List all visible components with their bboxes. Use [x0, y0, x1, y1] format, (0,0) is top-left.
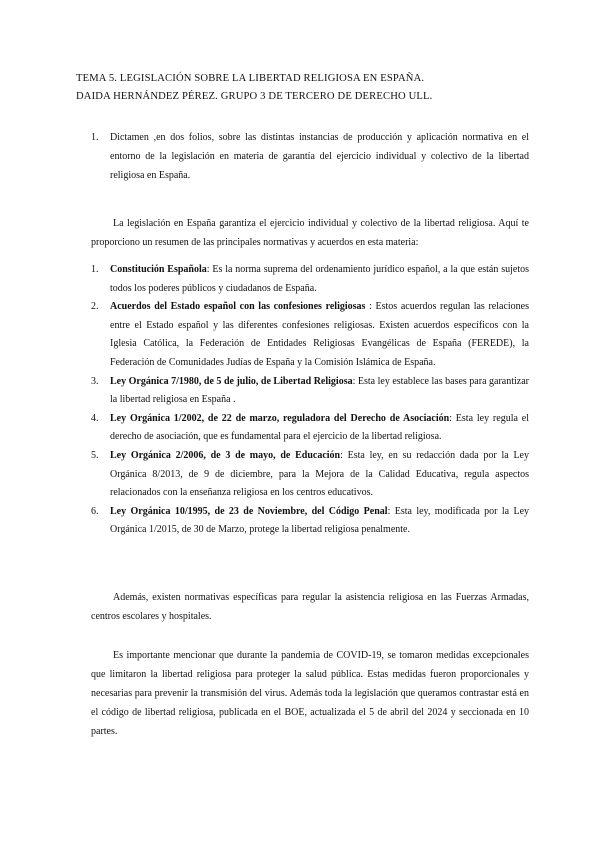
- legislation-list: [91, 261, 529, 540]
- list-item-title: Ley Orgánica 7/1980, de 5 de julio, de Libertad Religiosa: [110, 375, 353, 387]
- list-item: [91, 410, 529, 447]
- list-item-number: 6.: [91, 505, 99, 517]
- header-author: DAIDA HERNÁNDEZ PÉREZ. GRUPO 3 DE TERCERO DE DERECHO ULL.: [76, 91, 433, 102]
- question-item: [91, 128, 529, 185]
- list-item: [91, 503, 529, 540]
- list-item: [91, 261, 529, 298]
- list-item: [91, 298, 529, 372]
- list-item-title: Acuerdos del Estado español con las confesiones religiosas: [110, 301, 366, 313]
- list-item-number: 2.: [91, 301, 99, 313]
- list-item-title: Constitución Española: [110, 264, 207, 275]
- header-title: TEMA 5. LEGISLACIÓN SOBRE LA LIBERTAD RELIGIOSA EN ESPAÑA.: [76, 73, 425, 84]
- list-item-title: Ley Orgánica 2/2006, de 3 de mayo, de Educación: [110, 449, 341, 461]
- list-item-number: 4.: [91, 412, 99, 424]
- list-item-title: Ley Orgánica 1/2002, de 22 de marzo, reguladora del Derecho de Asociación: [110, 412, 450, 424]
- covid-paragraph: Es importante mencionar que durante la pandemia de COVID-19, se tomaron medidas excepcionales que limitaron la libertad religiosa para proteger la salud pública. Estas medidas fueron proporcionales y necesarias para prevenir la transmisión del virus. Además toda la legislación que queramos contrastar está en el código de libertad religiosa, publicada en el BOE, actualizada el 5 de abril del 2024 y seccionada en 10 partes.: [91, 650, 529, 737]
- list-item-text: : Estos acuerdos regulan las relaciones entre el Estado español y las diferentes confesiones religiosas. Existen acuerdos específicos con la Iglesia Católica, la Federación de Entidades Religiosas Evangélicas de España (FEREDE), la Federación de Comunidades Judías de España y la Comisión Islámica de España.: [110, 301, 529, 368]
- list-item-number: 5.: [91, 449, 99, 461]
- list-item-number: 1.: [91, 264, 99, 275]
- list-item-text: : Esta ley, en su redacción dada por la Ley Orgánica 8/2013, de 9 de diciembre, para la Mejora de la Calidad Educativa, regula aspectos relacionados con la enseñanza religiosa en los centros educativos.: [110, 449, 529, 499]
- list-item-text: : Esta ley, modificada por la Ley Orgánica 1/2015, de 30 de Marzo, protege la libertad religiosa penalmente.: [110, 505, 530, 536]
- list-item-text: : Es la norma suprema del ordenamiento jurídico español, a la que están sujetos todos los poderes públicos y ciudadanos de España.: [110, 264, 529, 294]
- list-item: [91, 447, 529, 503]
- question-text: Dictamen ,en dos folios, sobre las distintas instancias de producción y aplicación normativa en el entorno de la legislación en materia de garantía del ejercicio individual y colectivo de la libertad religiosa en España.: [110, 132, 529, 181]
- list-item-number: 3.: [91, 375, 99, 387]
- list-item: [91, 373, 529, 410]
- question-number: 1.: [91, 132, 99, 143]
- list-item-text: : Esta ley establece las bases para garantizar la libertad religiosa en España .: [110, 375, 529, 406]
- additional-paragraph: Además, existen normativas específicas para regular la asistencia religiosa en las Fuerzas Armadas, centros escolares y hospitales.: [91, 592, 529, 622]
- intro-paragraph: La legislación en España garantiza el ejercicio individual y colectivo de la libertad religiosa. Aquí te proporciono un resumen de las principales normativas y acuerdos en esta materia:: [91, 218, 529, 248]
- list-item-text: : Esta ley regula el derecho de asociación, que es fundamental para el ejercicio de la libertad religiosa.: [110, 412, 529, 443]
- document-header: [76, 70, 536, 106]
- list-item-title: Ley Orgánica 10/1995, de 23 de Noviembre, del Código Penal: [110, 505, 388, 517]
